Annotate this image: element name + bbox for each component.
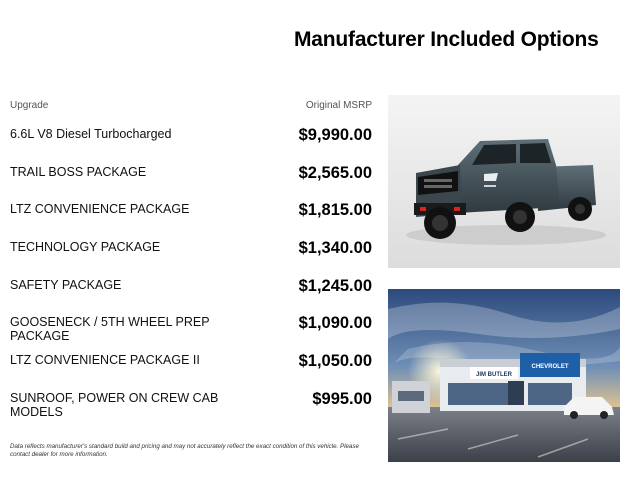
disclaimer-text: Data reflects manufacturer's standard build and pricing and may not accurately reflect the exact condition of this vehicle. Please contact dealer for more information. <box>10 443 359 458</box>
option-name: LTZ CONVENIENCE PACKAGE II <box>10 353 200 368</box>
option-name: TRAIL BOSS PACKAGE <box>10 164 147 179</box>
option-name: GOOSENECK / 5TH WHEEL PREP PACKAGE <box>10 315 210 344</box>
page-title: Manufacturer Included Options <box>294 28 599 51</box>
column-header-msrp: Original MSRP <box>305 100 372 111</box>
option-row <box>10 124 372 162</box>
option-price: $9,990.00 <box>298 126 372 144</box>
brand-sign-text: CHEVROLET <box>531 364 569 370</box>
option-price: $1,340.00 <box>298 239 372 258</box>
option-price: $1,090.00 <box>298 314 372 333</box>
option-row <box>10 237 372 275</box>
option-row <box>10 199 372 237</box>
option-name: 6.6L V8 Diesel Turbocharged <box>10 127 172 141</box>
option-price: $1,245.00 <box>298 276 372 295</box>
option-name: LTZ CONVENIENCE PACKAGE <box>10 202 190 217</box>
option-price: $1,050.00 <box>298 352 372 371</box>
dealer-sign-text: JIM BUTLER <box>476 372 512 378</box>
option-price: $995.00 <box>312 389 372 408</box>
option-row <box>10 275 372 313</box>
option-row <box>10 162 372 200</box>
dealership-illustration <box>388 289 620 462</box>
column-header-upgrade: Upgrade <box>10 100 49 111</box>
option-row <box>10 312 372 350</box>
option-row <box>10 388 372 426</box>
dealership-photo <box>388 289 620 462</box>
option-name: SAFETY PACKAGE <box>10 277 122 292</box>
option-price: $1,815.00 <box>298 201 372 220</box>
truck-illustration <box>388 95 620 268</box>
option-price: $2,565.00 <box>298 163 372 182</box>
option-name: TECHNOLOGY PACKAGE <box>10 240 161 255</box>
options-list <box>10 124 372 426</box>
pickup-truck-photo <box>388 95 620 268</box>
option-name: SUNROOF, POWER ON CREW CAB MODELS <box>10 390 219 419</box>
option-row <box>10 350 372 388</box>
